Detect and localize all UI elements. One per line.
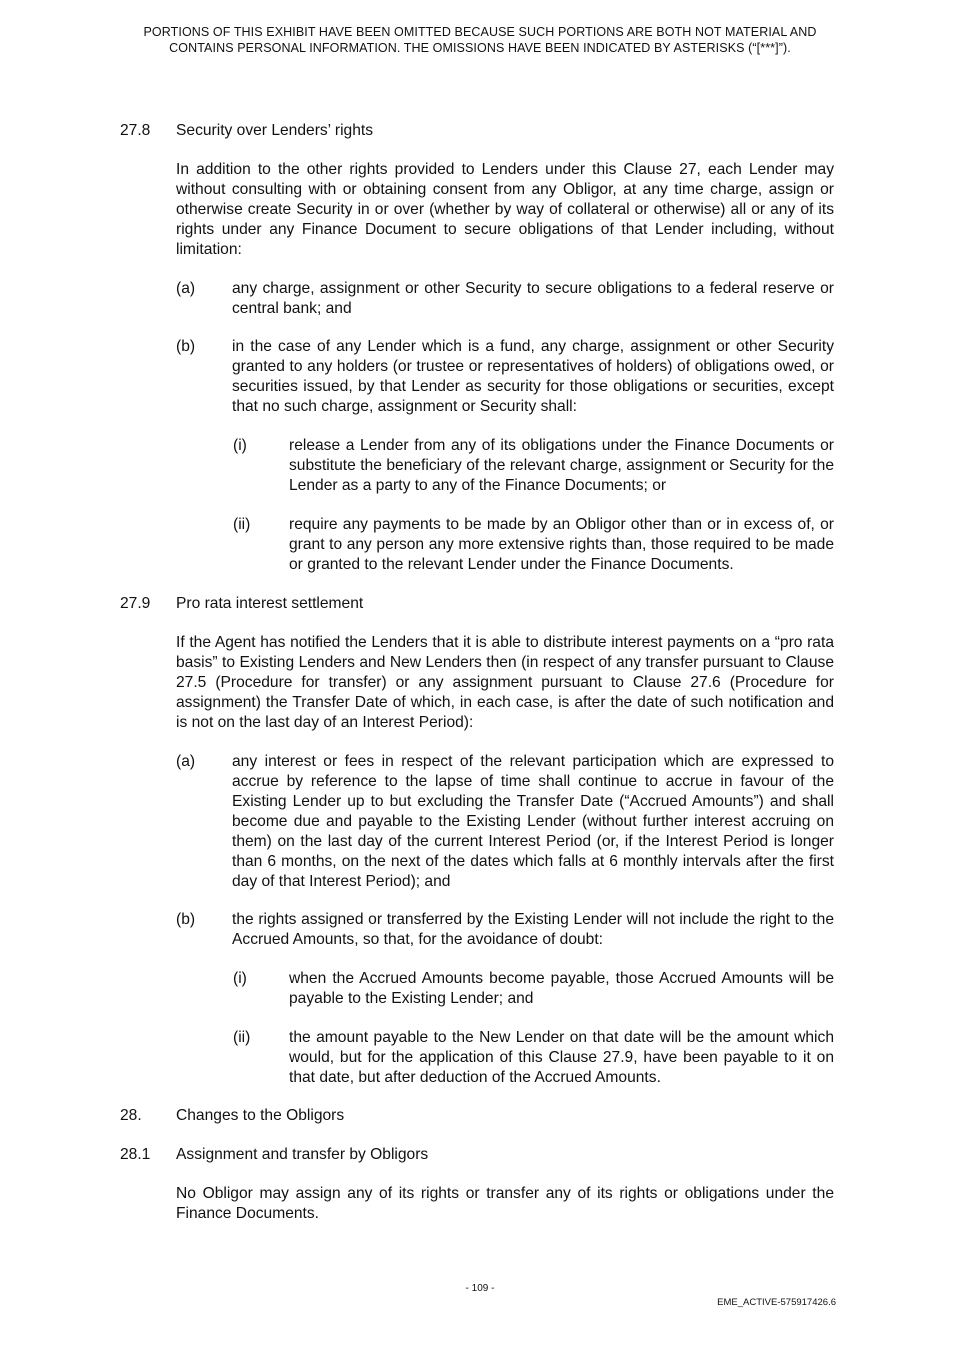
section-title: Security over Lenders’ rights <box>176 122 374 139</box>
item-label: (ii) <box>233 516 251 533</box>
section-number: 27.8 <box>120 122 151 139</box>
item-text: require any payments to be made by an Obligor other than or in excess of, or grant to any person any more extensive rights than, those required to be made or granted to the relevant Lender under the Finance Documents. <box>289 516 834 573</box>
item-text: release a Lender from any of its obligations under the Finance Documents or substitute the beneficiary of the relevant charge, assignment or Security for the Lender as a party to any of the Finance Documents; or <box>289 437 834 494</box>
section-27-8-intro: In addition to the other rights provided to Lenders under this Clause 27, each Lender may without consulting with or obtaining consent from any Obligor, at any time charge, assign or otherwise create Security in or over (whether by way of collateral or otherwise) all or any of its rights under any Finance Document to secure obligations of that Lender including, without limitation: <box>176 161 834 258</box>
item-label: (i) <box>233 437 247 454</box>
item-text: any charge, assignment or other Security to secure obligations to a federal reserve or central bank; and <box>232 280 834 317</box>
section-28-1-text: No Obligor may assign any of its rights or transfer any of its rights or obligations under the Finance Documents. <box>176 1185 834 1222</box>
item-label: (b) <box>176 338 196 355</box>
section-27-9-intro: If the Agent has notified the Lenders that it is able to distribute interest payments on a “pro rata basis” to Existing Lenders and New Lenders then (in respect of any transfer pursuant to Clause 27.5 (Procedure for transfer) or any assignment pursuant to Clause 27.6 (Procedure for assignment) the Transfer Date of which, in each case, is after the date of such notification and is not on the last day of an Interest Period): <box>176 634 834 731</box>
item-label: (b) <box>176 911 196 928</box>
section-title: Pro rata interest settlement <box>176 595 364 612</box>
item-text: in the case of any Lender which is a fund, any charge, assignment or other Security granted to any holders (or trustee or representatives of holders) of obligations owed, or securities issued, by that Lender as security for those obligations or securities, except that no such charge, assignment or Security shall: <box>232 338 834 415</box>
item-label: (i) <box>233 970 247 987</box>
exhibit-omission-notice: PORTIONS OF THIS EXHIBIT HAVE BEEN OMITTED BECAUSE SUCH PORTIONS ARE BOTH NOT MATERIAL AND CONTAINS PERSONAL INFORMATION. THE OMISSIONS HAVE BEEN INDICATED BY ASTERISKS (“[***]”). <box>143 25 817 55</box>
section-number: 28.1 <box>120 1146 151 1163</box>
item-text: the amount payable to the New Lender on that date will be the amount which would, but for the application of this Clause 27.9, have been payable to it on that date, but after deduction of the Accrued Amounts. <box>289 1029 834 1086</box>
item-label: (a) <box>176 280 196 297</box>
item-text: any interest or fees in respect of the relevant participation which are expressed to accrue by reference to the lapse of time shall continue to accrue in favour of the Existing Lender up to but excluding the Transfer Date (“Accrued Amounts”) and shall become due and payable to the Existing Lender (without further interest accruing on them) on the last day of the current Interest Period (or, if the Interest Period is longer than 6 months, on the next of the dates which falls at 6 monthly intervals after the first day of that Interest Period); and <box>232 753 834 890</box>
section-title: Assignment and transfer by Obligors <box>176 1146 429 1163</box>
section-number: 27.9 <box>120 595 151 612</box>
item-label: (ii) <box>233 1029 251 1046</box>
page-number: - 109 - <box>465 1283 495 1294</box>
section-number: 28. <box>120 1107 142 1124</box>
section-title: Changes to the Obligors <box>176 1107 345 1124</box>
item-text: the rights assigned or transferred by the Existing Lender will not include the right to the Accrued Amounts, so that, for the avoidance of doubt: <box>232 911 834 948</box>
item-text: when the Accrued Amounts become payable, those Accrued Amounts will be payable to the Existing Lender; and <box>289 970 834 1007</box>
item-label: (a) <box>176 753 196 770</box>
document-reference: EME_ACTIVE-575917426.6 <box>717 1297 836 1308</box>
